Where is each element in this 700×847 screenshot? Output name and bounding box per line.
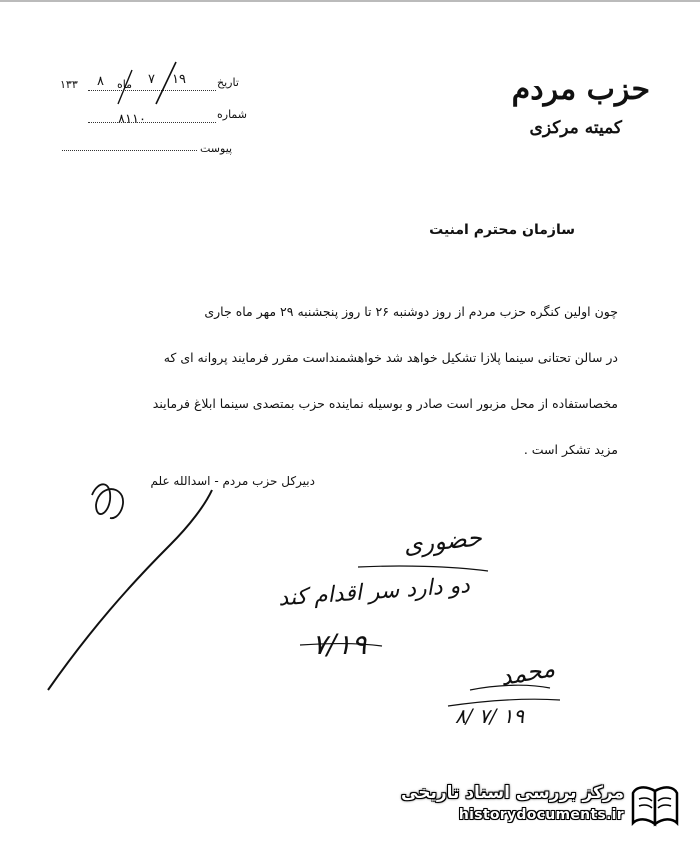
recipient: سازمان محترم امنیت [429,222,575,238]
handwritten-date-2: ۸/ ۷/ ۱۹ [455,704,525,728]
watermark-url: historydocuments.ir [458,807,624,823]
year-prefix: ۱۳۳ [60,78,78,91]
date-month: ۷ [148,72,155,87]
watermark-title: مرکز بررسی اسناد تاریخی [401,783,624,803]
number-value: ۸۱۱۰ [118,112,146,127]
number-label: شماره [217,108,248,121]
body-line: مزید تشکر است . [523,442,618,457]
body-line: در سالن تحتانی سینما پلازا تشکیل خواهد شد خواهشمنداست مقرر فرمایند پروانه ای که [163,350,618,365]
handwritten-note-attendance: حضوری [402,523,484,560]
month-word: ماه [117,78,133,91]
scribble-mark [92,484,123,518]
organization-name: حزب مردم [511,72,650,107]
handwritten-date-1: ۷/۱۹ [312,628,367,661]
attachment-label: پیوست [200,142,233,155]
body-line: چون اولین کنگره حزب مردم از روز دوشنبه ۲۶ تا روز پنجشنبه ۲۹ مهر ماه جاری [204,304,618,319]
open-book-logo-icon [630,783,680,831]
date-label: تاریخ [217,76,239,89]
watermark [382,781,682,833]
handwritten-note-action: دو دارد سر اقدام کند [277,573,471,612]
handwritten-initials: محمد [498,654,557,692]
date-day: ۱۹ [172,72,186,87]
typed-signature: دبیرکل حزب مردم - اسدالله علم [150,474,315,488]
year-digit: ۸ [97,74,104,89]
committee-name: کمیته مرکزی [529,118,622,138]
diagonal-pen-stroke [48,490,212,690]
body-line: مخصاستفاده از محل مزبور است صادر و بوسیله نماینده حزب بمتصدی سینما ابلاغ فرمایند [152,396,618,411]
